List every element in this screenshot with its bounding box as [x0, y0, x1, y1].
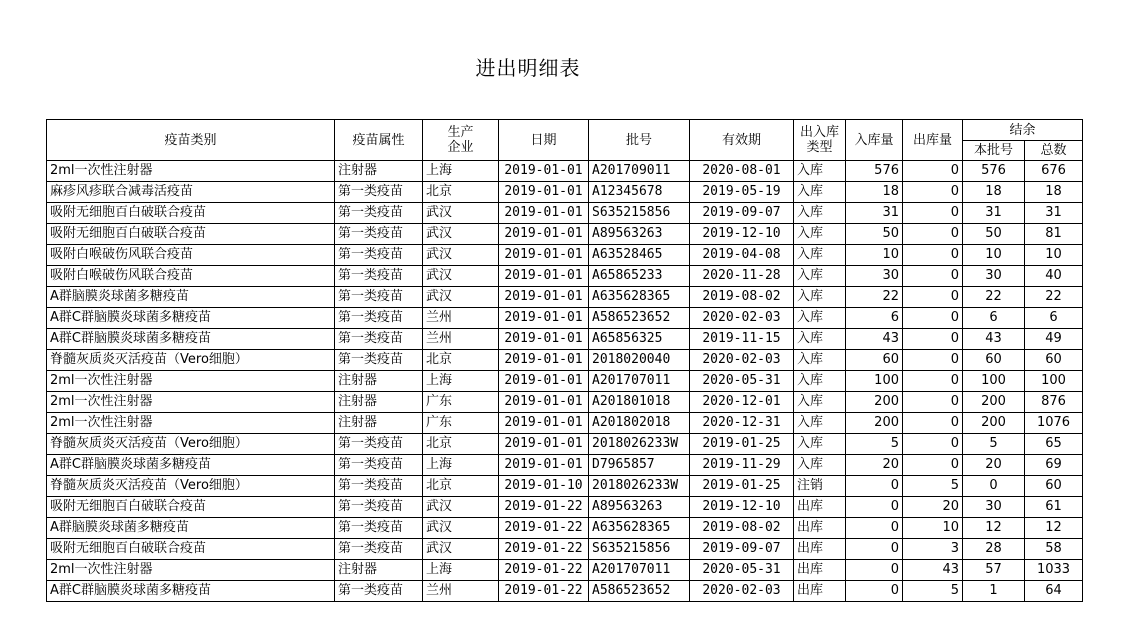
cell-date: 2019-01-01 [499, 203, 589, 224]
cell-in-qty: 0 [846, 581, 903, 602]
cell-category: A群C群脑膜炎球菌多糖疫苗 [47, 329, 335, 350]
cell-expiry: 2020-05-31 [690, 560, 794, 581]
cell-balance-total: 6 [1025, 308, 1083, 329]
cell-category: A群C群脑膜炎球菌多糖疫苗 [47, 581, 335, 602]
cell-maker: 武汉 [423, 497, 499, 518]
cell-out-qty: 0 [903, 350, 963, 371]
cell-attribute: 第一类疫苗 [335, 497, 423, 518]
cell-balance-total: 61 [1025, 497, 1083, 518]
cell-in-qty: 200 [846, 413, 903, 434]
cell-attribute: 第一类疫苗 [335, 182, 423, 203]
cell-balance-batch: 31 [963, 203, 1025, 224]
cell-maker: 上海 [423, 161, 499, 182]
page-title: 进出明细表 [475, 56, 581, 80]
cell-date: 2019-01-01 [499, 413, 589, 434]
cell-category: 脊髓灰质炎灭活疫苗（Vero细胞） [47, 350, 335, 371]
cell-balance-total: 12 [1025, 518, 1083, 539]
cell-date: 2019-01-01 [499, 434, 589, 455]
cell-io-type: 入库 [794, 413, 846, 434]
cell-in-qty: 30 [846, 266, 903, 287]
cell-date: 2019-01-22 [499, 581, 589, 602]
cell-expiry: 2020-02-03 [690, 308, 794, 329]
cell-attribute: 注射器 [335, 413, 423, 434]
cell-out-qty: 0 [903, 329, 963, 350]
cell-date: 2019-01-22 [499, 518, 589, 539]
cell-category: 吸附无细胞百白破联合疫苗 [47, 224, 335, 245]
cell-batch: 2018020040 [589, 350, 690, 371]
cell-balance-total: 1033 [1025, 560, 1083, 581]
cell-attribute: 第一类疫苗 [335, 518, 423, 539]
header-balance: 结余 [963, 120, 1083, 141]
cell-maker: 上海 [423, 371, 499, 392]
cell-in-qty: 0 [846, 518, 903, 539]
cell-in-qty: 10 [846, 245, 903, 266]
table-row [47, 455, 1083, 476]
cell-out-qty: 0 [903, 287, 963, 308]
cell-maker: 北京 [423, 350, 499, 371]
cell-balance-total: 40 [1025, 266, 1083, 287]
cell-in-qty: 43 [846, 329, 903, 350]
cell-attribute: 第一类疫苗 [335, 224, 423, 245]
cell-balance-batch: 57 [963, 560, 1025, 581]
header-category: 疫苗类别 [47, 120, 335, 161]
cell-balance-total: 58 [1025, 539, 1083, 560]
cell-maker: 上海 [423, 455, 499, 476]
cell-expiry: 2020-02-03 [690, 581, 794, 602]
cell-balance-batch: 1 [963, 581, 1025, 602]
cell-maker: 广东 [423, 413, 499, 434]
cell-batch: A201801018 [589, 392, 690, 413]
cell-balance-total: 1076 [1025, 413, 1083, 434]
cell-balance-batch: 30 [963, 266, 1025, 287]
cell-out-qty: 0 [903, 455, 963, 476]
cell-balance-batch: 576 [963, 161, 1025, 182]
cell-attribute: 第一类疫苗 [335, 308, 423, 329]
table-row [47, 434, 1083, 455]
cell-expiry: 2019-04-08 [690, 245, 794, 266]
cell-balance-total: 18 [1025, 182, 1083, 203]
cell-date: 2019-01-22 [499, 497, 589, 518]
cell-maker: 广东 [423, 392, 499, 413]
cell-io-type: 入库 [794, 161, 846, 182]
cell-category: A群C群脑膜炎球菌多糖疫苗 [47, 455, 335, 476]
cell-io-type: 入库 [794, 266, 846, 287]
cell-balance-batch: 22 [963, 287, 1025, 308]
cell-io-type: 入库 [794, 203, 846, 224]
cell-date: 2019-01-01 [499, 308, 589, 329]
ledger-table [46, 119, 1083, 602]
cell-category: 2ml一次性注射器 [47, 161, 335, 182]
cell-in-qty: 5 [846, 434, 903, 455]
table-row [47, 350, 1083, 371]
cell-in-qty: 0 [846, 539, 903, 560]
table-row [47, 161, 1083, 182]
table-row [47, 371, 1083, 392]
cell-expiry: 2019-12-10 [690, 224, 794, 245]
cell-out-qty: 20 [903, 497, 963, 518]
cell-maker: 武汉 [423, 245, 499, 266]
cell-attribute: 第一类疫苗 [335, 329, 423, 350]
cell-category: 脊髓灰质炎灭活疫苗（Vero细胞） [47, 434, 335, 455]
cell-io-type: 注销 [794, 476, 846, 497]
cell-balance-batch: 10 [963, 245, 1025, 266]
cell-date: 2019-01-01 [499, 371, 589, 392]
cell-io-type: 入库 [794, 182, 846, 203]
cell-batch: A201709011 [589, 161, 690, 182]
cell-expiry: 2020-08-01 [690, 161, 794, 182]
cell-io-type: 入库 [794, 308, 846, 329]
cell-attribute: 第一类疫苗 [335, 245, 423, 266]
cell-out-qty: 0 [903, 371, 963, 392]
cell-batch: D7965857 [589, 455, 690, 476]
cell-expiry: 2019-08-02 [690, 518, 794, 539]
table-row [47, 203, 1083, 224]
cell-expiry: 2020-02-03 [690, 350, 794, 371]
cell-batch: 2018026233W [589, 434, 690, 455]
cell-date: 2019-01-01 [499, 455, 589, 476]
cell-category: 脊髓灰质炎灭活疫苗（Vero细胞） [47, 476, 335, 497]
table-row [47, 413, 1083, 434]
cell-date: 2019-01-01 [499, 392, 589, 413]
cell-out-qty: 43 [903, 560, 963, 581]
cell-balance-batch: 30 [963, 497, 1025, 518]
header-balance-total: 总数 [1025, 141, 1083, 161]
cell-balance-batch: 200 [963, 392, 1025, 413]
cell-batch: A201707011 [589, 371, 690, 392]
cell-batch: A635628365 [589, 287, 690, 308]
cell-balance-batch: 18 [963, 182, 1025, 203]
cell-balance-total: 60 [1025, 476, 1083, 497]
header-attribute: 疫苗属性 [335, 120, 423, 161]
cell-expiry: 2020-12-31 [690, 413, 794, 434]
cell-maker: 兰州 [423, 329, 499, 350]
cell-batch: A635628365 [589, 518, 690, 539]
cell-maker: 武汉 [423, 539, 499, 560]
cell-date: 2019-01-01 [499, 266, 589, 287]
cell-attribute: 第一类疫苗 [335, 434, 423, 455]
cell-attribute: 第一类疫苗 [335, 203, 423, 224]
cell-expiry: 2019-11-29 [690, 455, 794, 476]
cell-balance-batch: 60 [963, 350, 1025, 371]
cell-balance-total: 64 [1025, 581, 1083, 602]
cell-out-qty: 0 [903, 161, 963, 182]
cell-out-qty: 0 [903, 392, 963, 413]
cell-out-qty: 0 [903, 308, 963, 329]
table-row [47, 266, 1083, 287]
cell-in-qty: 50 [846, 224, 903, 245]
header-io-type: 出入库 类型 [794, 120, 846, 161]
cell-category: 2ml一次性注射器 [47, 371, 335, 392]
cell-in-qty: 0 [846, 560, 903, 581]
cell-balance-total: 65 [1025, 434, 1083, 455]
cell-date: 2019-01-22 [499, 560, 589, 581]
cell-out-qty: 0 [903, 413, 963, 434]
cell-maker: 武汉 [423, 287, 499, 308]
cell-maker: 武汉 [423, 203, 499, 224]
cell-category: 2ml一次性注射器 [47, 392, 335, 413]
cell-category: 2ml一次性注射器 [47, 560, 335, 581]
cell-maker: 北京 [423, 434, 499, 455]
table-row [47, 329, 1083, 350]
cell-balance-batch: 43 [963, 329, 1025, 350]
cell-maker: 兰州 [423, 308, 499, 329]
cell-attribute: 第一类疫苗 [335, 266, 423, 287]
cell-attribute: 注射器 [335, 161, 423, 182]
ledger-body [47, 161, 1083, 602]
cell-attribute: 第一类疫苗 [335, 287, 423, 308]
cell-attribute: 注射器 [335, 392, 423, 413]
cell-date: 2019-01-01 [499, 350, 589, 371]
cell-date: 2019-01-01 [499, 245, 589, 266]
cell-category: 麻疹风疹联合减毒活疫苗 [47, 182, 335, 203]
cell-io-type: 入库 [794, 329, 846, 350]
cell-io-type: 入库 [794, 224, 846, 245]
table-row [47, 497, 1083, 518]
cell-in-qty: 18 [846, 182, 903, 203]
cell-maker: 武汉 [423, 266, 499, 287]
cell-expiry: 2019-11-15 [690, 329, 794, 350]
cell-batch: A65865233 [589, 266, 690, 287]
cell-balance-batch: 12 [963, 518, 1025, 539]
table-row [47, 539, 1083, 560]
cell-io-type: 出库 [794, 581, 846, 602]
cell-balance-total: 31 [1025, 203, 1083, 224]
cell-attribute: 第一类疫苗 [335, 350, 423, 371]
cell-category: 吸附白喉破伤风联合疫苗 [47, 266, 335, 287]
cell-attribute: 第一类疫苗 [335, 455, 423, 476]
cell-balance-total: 49 [1025, 329, 1083, 350]
cell-io-type: 入库 [794, 287, 846, 308]
cell-date: 2019-01-01 [499, 329, 589, 350]
cell-batch: A586523652 [589, 581, 690, 602]
cell-balance-total: 22 [1025, 287, 1083, 308]
cell-io-type: 出库 [794, 518, 846, 539]
cell-out-qty: 0 [903, 266, 963, 287]
cell-balance-batch: 5 [963, 434, 1025, 455]
cell-date: 2019-01-01 [499, 161, 589, 182]
cell-category: 吸附白喉破伤风联合疫苗 [47, 245, 335, 266]
cell-in-qty: 0 [846, 476, 903, 497]
cell-batch: A586523652 [589, 308, 690, 329]
cell-expiry: 2019-01-25 [690, 476, 794, 497]
cell-batch: A12345678 [589, 182, 690, 203]
cell-io-type: 出库 [794, 560, 846, 581]
header-out-qty: 出库量 [903, 120, 963, 161]
cell-balance-total: 876 [1025, 392, 1083, 413]
cell-io-type: 入库 [794, 350, 846, 371]
cell-batch: A63528465 [589, 245, 690, 266]
cell-category: 吸附无细胞百白破联合疫苗 [47, 539, 335, 560]
header-batch: 批号 [589, 120, 690, 161]
cell-maker: 武汉 [423, 518, 499, 539]
cell-expiry: 2019-09-07 [690, 539, 794, 560]
cell-balance-total: 10 [1025, 245, 1083, 266]
cell-io-type: 入库 [794, 245, 846, 266]
table-row [47, 224, 1083, 245]
cell-balance-batch: 200 [963, 413, 1025, 434]
cell-out-qty: 0 [903, 245, 963, 266]
cell-category: A群脑膜炎球菌多糖疫苗 [47, 287, 335, 308]
cell-io-type: 入库 [794, 371, 846, 392]
cell-date: 2019-01-01 [499, 224, 589, 245]
table-row [47, 518, 1083, 539]
cell-balance-total: 676 [1025, 161, 1083, 182]
cell-batch: S635215856 [589, 539, 690, 560]
table-row [47, 476, 1083, 497]
cell-attribute: 注射器 [335, 371, 423, 392]
cell-io-type: 入库 [794, 434, 846, 455]
cell-out-qty: 5 [903, 476, 963, 497]
cell-category: 吸附无细胞百白破联合疫苗 [47, 497, 335, 518]
cell-attribute: 第一类疫苗 [335, 539, 423, 560]
cell-io-type: 入库 [794, 392, 846, 413]
cell-balance-batch: 100 [963, 371, 1025, 392]
cell-balance-total: 60 [1025, 350, 1083, 371]
cell-batch: 2018026233W [589, 476, 690, 497]
header-expiry: 有效期 [690, 120, 794, 161]
cell-category: 吸附无细胞百白破联合疫苗 [47, 203, 335, 224]
cell-out-qty: 0 [903, 224, 963, 245]
cell-balance-total: 100 [1025, 371, 1083, 392]
cell-in-qty: 20 [846, 455, 903, 476]
cell-expiry: 2019-05-19 [690, 182, 794, 203]
cell-maker: 兰州 [423, 581, 499, 602]
cell-expiry: 2019-12-10 [690, 497, 794, 518]
cell-expiry: 2020-12-01 [690, 392, 794, 413]
cell-io-type: 入库 [794, 455, 846, 476]
cell-category: 2ml一次性注射器 [47, 413, 335, 434]
cell-maker: 武汉 [423, 224, 499, 245]
table-row [47, 560, 1083, 581]
cell-balance-batch: 20 [963, 455, 1025, 476]
header-maker: 生产 企业 [423, 120, 499, 161]
cell-io-type: 出库 [794, 497, 846, 518]
cell-category: A群C群脑膜炎球菌多糖疫苗 [47, 308, 335, 329]
cell-in-qty: 6 [846, 308, 903, 329]
cell-out-qty: 10 [903, 518, 963, 539]
cell-date: 2019-01-01 [499, 182, 589, 203]
cell-out-qty: 0 [903, 434, 963, 455]
cell-batch: S635215856 [589, 203, 690, 224]
table-row [47, 308, 1083, 329]
table-row [47, 581, 1083, 602]
cell-batch: A89563263 [589, 497, 690, 518]
cell-out-qty: 5 [903, 581, 963, 602]
header-balance-batch: 本批号 [963, 141, 1025, 161]
cell-attribute: 第一类疫苗 [335, 476, 423, 497]
cell-category: A群脑膜炎球菌多糖疫苗 [47, 518, 335, 539]
cell-batch: A65856325 [589, 329, 690, 350]
cell-maker: 北京 [423, 182, 499, 203]
cell-attribute: 注射器 [335, 560, 423, 581]
cell-date: 2019-01-22 [499, 539, 589, 560]
cell-expiry: 2020-05-31 [690, 371, 794, 392]
cell-balance-batch: 0 [963, 476, 1025, 497]
cell-batch: A89563263 [589, 224, 690, 245]
cell-in-qty: 60 [846, 350, 903, 371]
cell-batch: A201802018 [589, 413, 690, 434]
cell-balance-total: 69 [1025, 455, 1083, 476]
cell-expiry: 2020-11-28 [690, 266, 794, 287]
cell-expiry: 2019-08-02 [690, 287, 794, 308]
cell-in-qty: 0 [846, 497, 903, 518]
cell-date: 2019-01-10 [499, 476, 589, 497]
table-row [47, 245, 1083, 266]
cell-maker: 上海 [423, 560, 499, 581]
table-row [47, 182, 1083, 203]
cell-balance-total: 81 [1025, 224, 1083, 245]
cell-balance-batch: 28 [963, 539, 1025, 560]
table-row [47, 287, 1083, 308]
cell-io-type: 出库 [794, 539, 846, 560]
cell-out-qty: 0 [903, 182, 963, 203]
cell-expiry: 2019-09-07 [690, 203, 794, 224]
cell-balance-batch: 6 [963, 308, 1025, 329]
cell-out-qty: 0 [903, 203, 963, 224]
header-in-qty: 入库量 [846, 120, 903, 161]
cell-in-qty: 31 [846, 203, 903, 224]
cell-balance-batch: 50 [963, 224, 1025, 245]
cell-attribute: 第一类疫苗 [335, 581, 423, 602]
cell-in-qty: 100 [846, 371, 903, 392]
cell-maker: 北京 [423, 476, 499, 497]
cell-batch: A201707011 [589, 560, 690, 581]
header-date: 日期 [499, 120, 589, 161]
cell-in-qty: 22 [846, 287, 903, 308]
table-row [47, 392, 1083, 413]
cell-date: 2019-01-01 [499, 287, 589, 308]
cell-in-qty: 576 [846, 161, 903, 182]
cell-expiry: 2019-01-25 [690, 434, 794, 455]
cell-in-qty: 200 [846, 392, 903, 413]
cell-out-qty: 3 [903, 539, 963, 560]
